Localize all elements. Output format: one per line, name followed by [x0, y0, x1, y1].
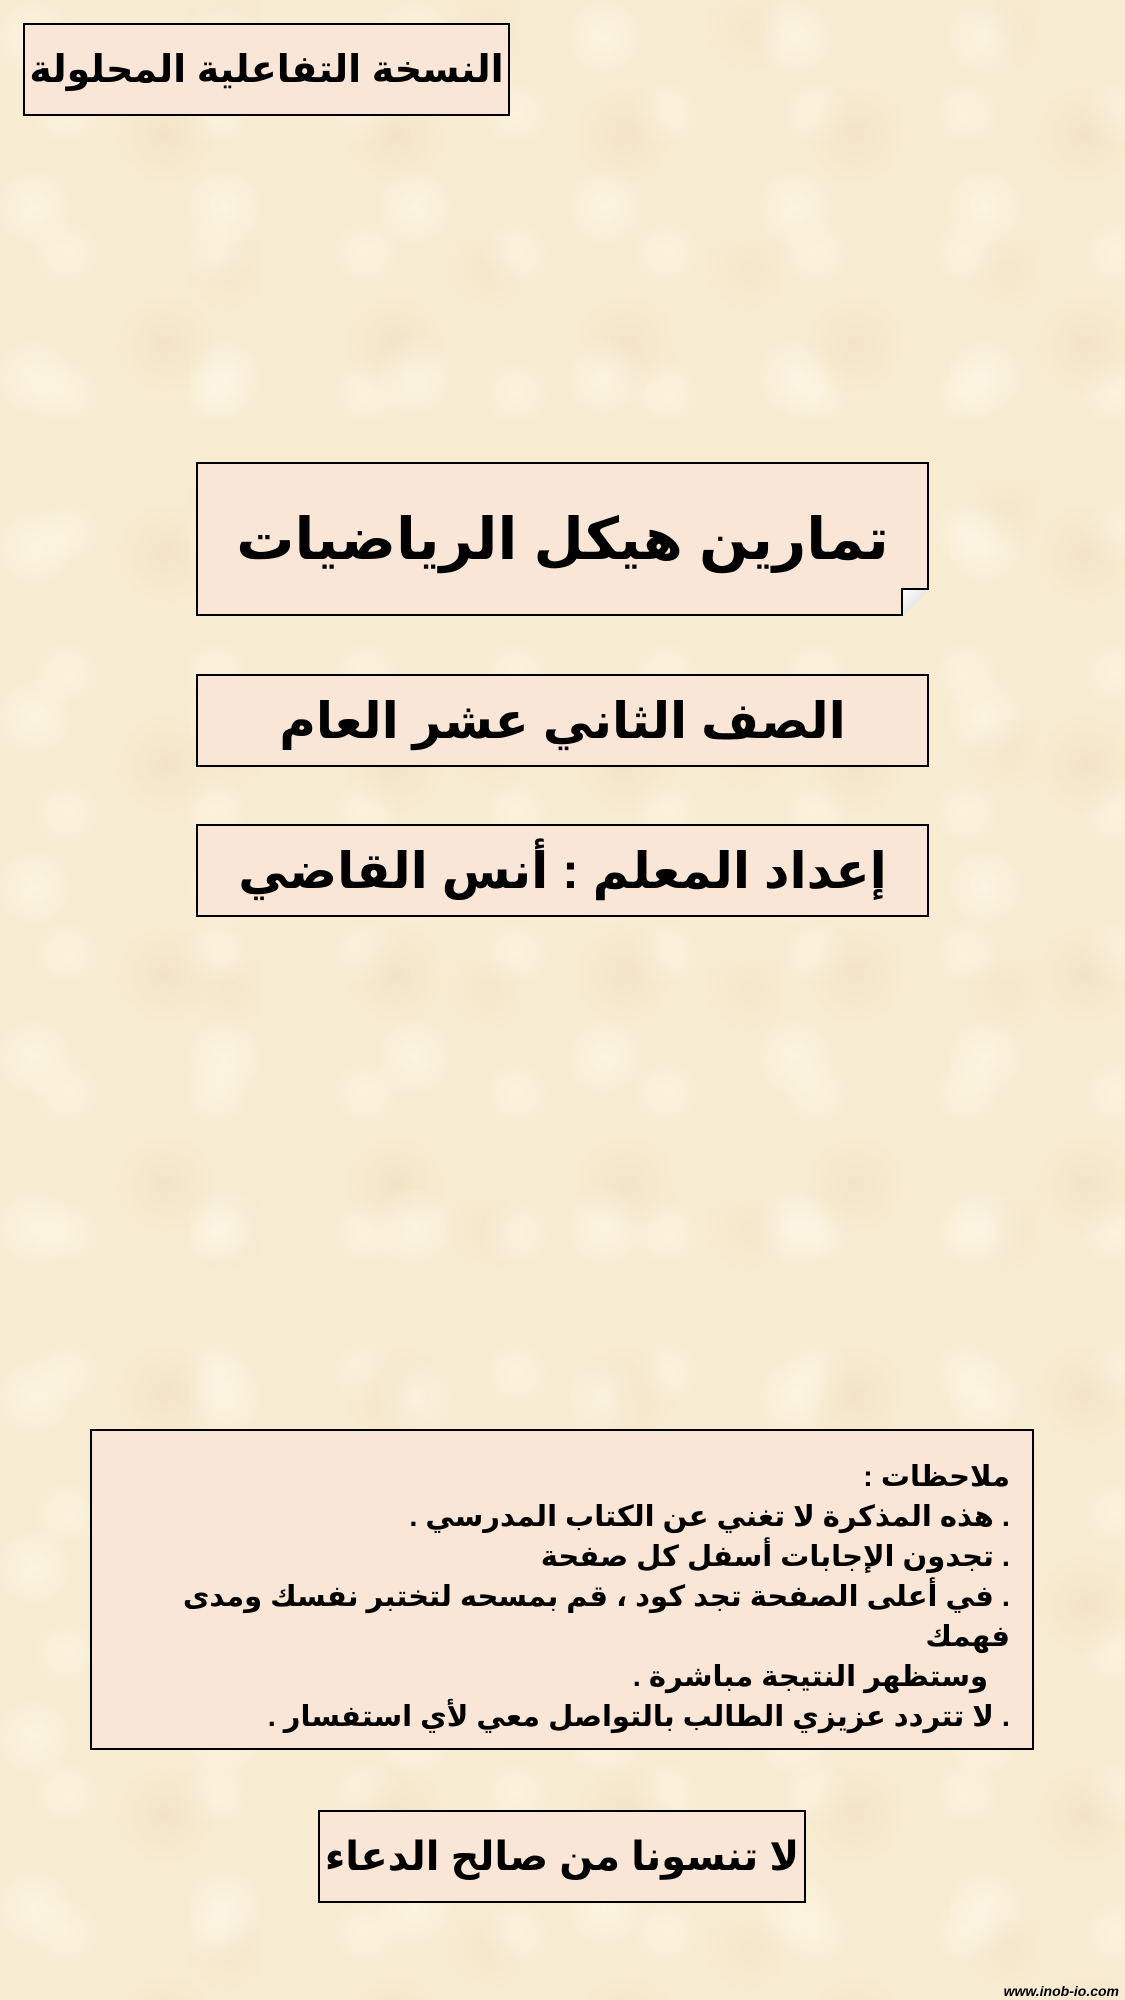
interactive-solved-version-badge	[23, 23, 510, 116]
notes-heading: ملاحظات :	[863, 1461, 1010, 1493]
footer-url: www.inob-io.com	[1003, 1983, 1119, 1999]
note-item-continuation: وستظهر النتيجة مباشرة .	[632, 1661, 988, 1693]
notes-box	[90, 1429, 1034, 1750]
notes-list	[114, 1497, 1010, 1737]
note-item: . لا تتردد عزيزي الطالب بالتواصل معي لأي استفسار .	[267, 1701, 1010, 1733]
note-item: . في أعلى الصفحة تجد كود ، قم بمسحه لتختبر نفسك ومدى فهمك	[182, 1581, 1010, 1653]
note-item: . هذه المذكرة لا تغني عن الكتاب المدرسي .	[409, 1501, 1010, 1533]
grade-label: الصف الثاني عشر العام	[279, 692, 846, 749]
closing-prayer-box	[318, 1810, 806, 1903]
closing-prayer-text: لا تنسونا من صالح الدعاء	[324, 1834, 800, 1879]
cover-title-box	[196, 462, 929, 616]
cover-title: تمارين هيكل الرياضيات	[236, 507, 889, 572]
page-fold-corner-icon	[901, 588, 929, 616]
teacher-label: إعداد المعلم : أنس القاضي	[238, 842, 887, 899]
teacher-box	[196, 824, 929, 917]
grade-box	[196, 674, 929, 767]
note-item: . تجدون الإجابات أسفل كل صفحة	[540, 1541, 1010, 1573]
badge-text: النسخة التفاعلية المحلولة	[29, 49, 504, 91]
